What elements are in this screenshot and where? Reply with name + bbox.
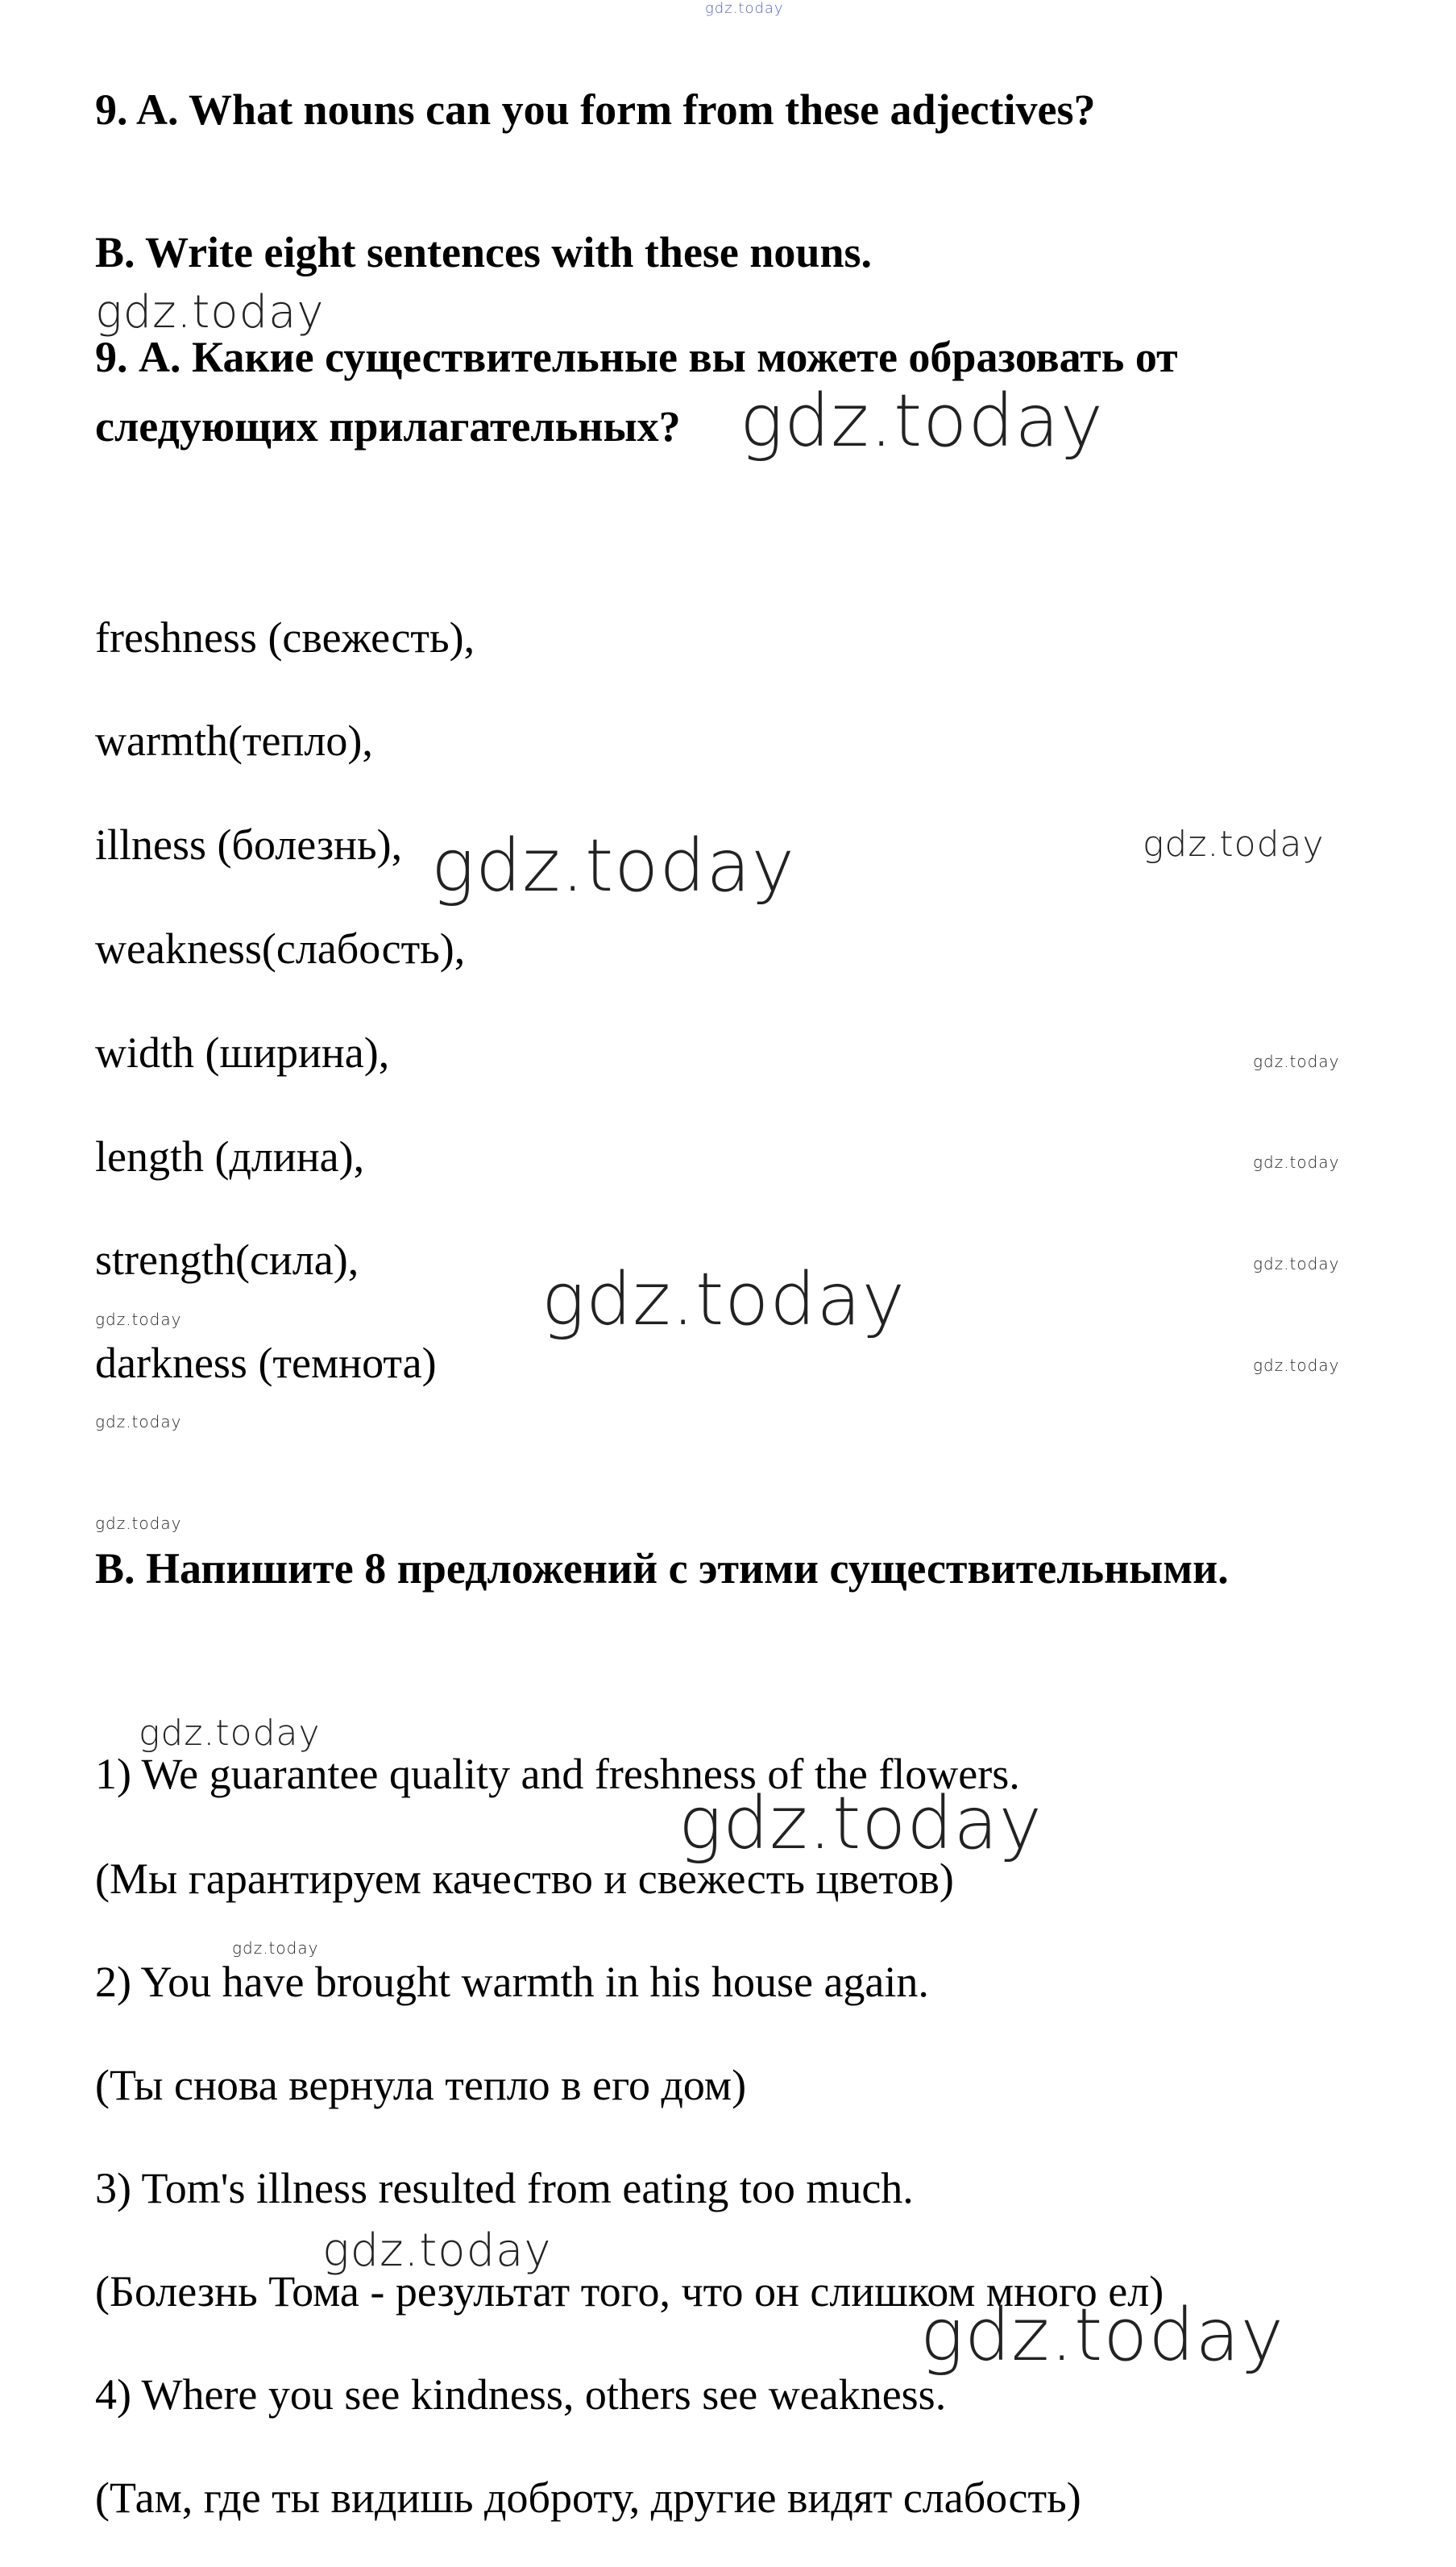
heading-a-ru-line1: 9. А. Какие существительные вы можете образовать от — [95, 333, 1178, 381]
heading-b-en: B. Write eight sentences with these nouns. — [95, 228, 873, 276]
watermark: gdz.today — [1253, 1052, 1340, 1071]
watermark: gdz.today — [95, 1412, 182, 1431]
heading-a-ru-line2: следующих прилагательных? — [95, 402, 681, 451]
watermark: gdz.today — [232, 1938, 319, 1958]
watermark: gdz.today — [1143, 824, 1325, 865]
sentence-ru: (Там, где ты видишь доброту, другие видят слабость) — [95, 2474, 1081, 2522]
watermark: gdz.today — [678, 1781, 1043, 1866]
sentence-ru: (Болезнь Тома - результат того, что он слишком много ел) — [95, 2267, 1164, 2316]
noun-item: warmth(тепло), — [95, 717, 373, 765]
watermark: gdz.today — [1253, 1356, 1340, 1375]
noun-item: length (длина), — [95, 1132, 365, 1181]
noun-item: freshness (свежесть), — [95, 613, 475, 662]
noun-item: weakness(слабость), — [95, 924, 466, 973]
noun-item: darkness (темнота) — [95, 1339, 437, 1387]
watermark: gdz.today — [740, 379, 1104, 463]
heading-b-ru: В. Напишите 8 предложений с этими существительными. — [95, 1544, 1229, 1593]
heading-a-en: 9. A. What nouns can you form from these adjectives? — [95, 85, 1096, 134]
sentence-en: 3) Tom's illness resulted from eating too much. — [95, 2164, 914, 2212]
watermark: gdz.today — [541, 1257, 906, 1342]
watermark: gdz.today — [322, 2224, 552, 2277]
watermark: gdz.today — [431, 824, 795, 908]
sentence-en: 1) We guarantee quality and freshness of the flowers. — [95, 1750, 1020, 1798]
watermark: gdz.today — [1253, 1254, 1340, 1273]
watermark: gdz.today — [920, 2293, 1284, 2378]
sentence-en: 4) Where you see kindness, others see weakness. — [95, 2370, 947, 2419]
sentence-en: 2) You have brought warmth in his house again. — [95, 1958, 929, 2006]
watermark: gdz.today — [95, 286, 325, 339]
watermark: gdz.today — [139, 1713, 321, 1754]
noun-item: illness (болезнь), — [95, 820, 403, 869]
sentence-ru: (Ты снова вернула тепло в его дом) — [95, 2061, 747, 2109]
noun-item: width (ширина), — [95, 1028, 390, 1077]
watermark: gdz.today — [705, 0, 784, 17]
sentence-ru: (Мы гарантируем качество и свежесть цветов) — [95, 1855, 954, 1903]
watermark: gdz.today — [1253, 1153, 1340, 1172]
watermark: gdz.today — [95, 1310, 182, 1329]
watermark: gdz.today — [95, 1514, 182, 1533]
noun-item: strength(сила), — [95, 1236, 359, 1284]
